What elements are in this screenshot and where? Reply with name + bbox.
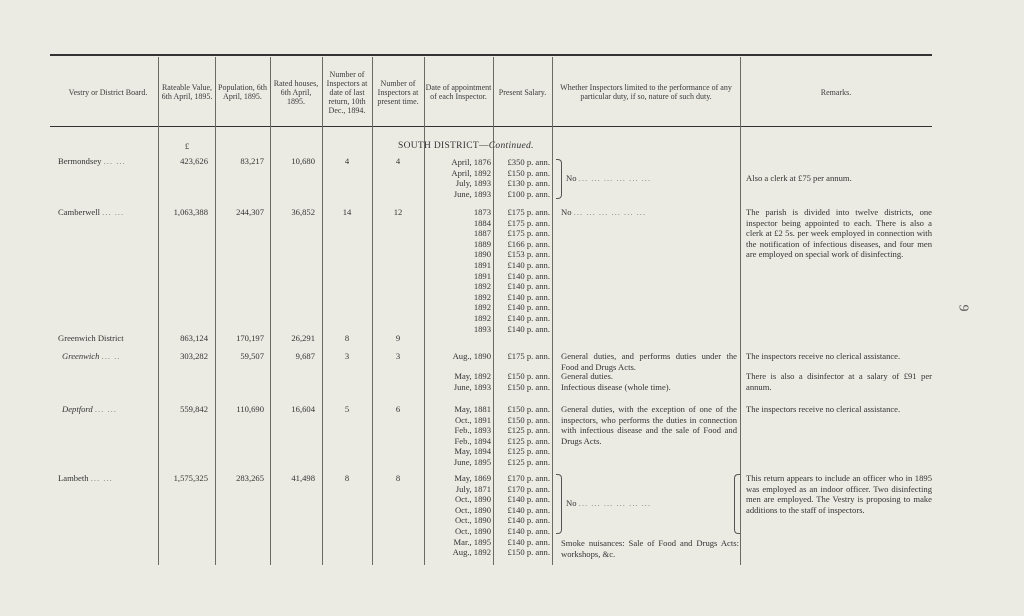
salary-value: £140 p. ann.	[507, 515, 550, 526]
appointment-date: Oct., 1891	[454, 414, 491, 425]
salary-value: £150 p. ann.	[507, 547, 550, 558]
appointment-date: 1892	[473, 313, 491, 323]
inspectors-return-value: 8	[344, 473, 350, 483]
appointment-date: May, 1894	[454, 446, 491, 457]
population-value: 83,217	[240, 156, 264, 166]
salary-value: £350 p. ann.	[507, 157, 550, 167]
inspectors-present-value: 6	[395, 404, 401, 414]
board-name: Deptford ... ...	[62, 404, 117, 414]
salary-value: £140 p. ann.	[507, 536, 550, 547]
appointment-date: Oct., 1890	[454, 504, 491, 515]
appointment-date: April, 1892	[451, 167, 491, 178]
limited-duty: General duties, and performs duties under the Food and Drugs Acts.	[561, 351, 737, 372]
rateable-value: 1,575,325	[173, 473, 208, 483]
header-inspectors-present: Number of Inspectors at present time.	[377, 78, 419, 106]
appointment-date: 1873	[473, 207, 491, 217]
inspectors-present-value: 12	[393, 207, 403, 217]
appointment-date: Oct., 1890	[454, 494, 491, 505]
salary-value: £175 p. ann.	[507, 207, 550, 217]
appointment-date: June, 1893	[453, 381, 491, 392]
remarks-text: The parish is divided into twelve districts, one inspector being appointed to each. There is also a clerk at £2 5s. per week employed in connection with the notification of infectious diseases, and four men are employed on special work of disinfecting.	[746, 207, 932, 260]
rateable-value: 303,282	[180, 351, 208, 361]
column-divider	[215, 57, 216, 565]
header-rule	[50, 126, 932, 127]
salary-value: £125 p. ann.	[507, 446, 550, 457]
salary-value: £140 p. ann.	[507, 323, 550, 334]
brace	[556, 474, 562, 534]
salary-value: £170 p. ann.	[507, 483, 550, 494]
header-population: Population, 6th April, 1895.	[218, 83, 267, 101]
remarks-text: The inspectors receive no clerical assistance.	[746, 351, 901, 361]
column-divider	[552, 57, 553, 565]
top-rule	[50, 54, 932, 56]
appointment-date: Oct., 1890	[454, 526, 491, 536]
rateable-value: 1,063,388	[173, 207, 208, 217]
salary-value: £140 p. ann.	[507, 494, 550, 505]
appointment-date: 1892	[473, 281, 491, 292]
appointment-date: 1893	[473, 323, 491, 334]
salary-value: £140 p. ann.	[507, 291, 550, 302]
limited-duty: General duties.	[561, 371, 614, 381]
appointment-date: 1891	[473, 260, 491, 270]
appointment-date: Aug., 1892	[452, 547, 491, 558]
inspectors-present-value: 3	[395, 351, 401, 361]
appointment-date: 1889	[473, 238, 491, 249]
board-name: Greenwich District	[58, 333, 124, 343]
inspectors-return-value: 14	[342, 207, 352, 217]
salary-value: £140 p. ann.	[507, 504, 550, 515]
appointment-date: 1892	[473, 291, 491, 302]
rateable-value: 559,842	[180, 404, 208, 414]
population-value: 283,265	[236, 473, 264, 483]
salary-value: £150 p. ann.	[507, 381, 550, 392]
salary-value: £150 p. ann.	[507, 371, 550, 381]
appointment-date: 1892	[473, 302, 491, 313]
appointment-date: Feb., 1893	[454, 425, 491, 436]
salary-value: £175 p. ann.	[507, 228, 550, 239]
column-divider	[740, 57, 741, 565]
appointment-date: July, 1871	[455, 483, 491, 494]
appointment-date: May, 1892	[454, 371, 491, 381]
appointment-date: Feb., 1894	[454, 435, 491, 446]
brace	[556, 159, 562, 199]
salary-value: £140 p. ann.	[507, 526, 550, 536]
brace	[734, 474, 740, 534]
limited-duty: Smoke nuisances: Sale of Food and Drugs Acts: workshops, &c.	[561, 538, 739, 559]
header-houses: Rated houses, 6th April, 1895.	[273, 78, 319, 106]
houses-value: 9,687	[295, 351, 315, 361]
appointment-date: July, 1893	[455, 178, 491, 189]
header-rateable: Rateable Value, 6th April, 1895.	[161, 83, 213, 101]
inspectors-present-value: 9	[395, 333, 401, 343]
column-divider	[270, 57, 271, 565]
limited-duty: No ... ... ... ... ... ...	[561, 207, 647, 217]
salary-value: £175 p. ann.	[507, 217, 550, 228]
rateable-value: 863,124	[180, 333, 208, 343]
salary-value: £130 p. ann.	[507, 178, 550, 189]
section-title: SOUTH DISTRICT—Continued.	[398, 141, 534, 151]
limited-duty: General duties, with the exception of one of the inspectors, who performs the duties in connection with infectious disease and the sale of Food and Drugs Acts.	[561, 404, 737, 446]
appointment-date: 1887	[473, 228, 491, 239]
inspectors-return-value: 3	[344, 351, 350, 361]
salary-value: £166 p. ann.	[507, 238, 550, 249]
appointment-date: April, 1876	[451, 157, 491, 167]
salary-value: £140 p. ann.	[507, 313, 550, 323]
houses-value: 41,498	[291, 473, 315, 483]
population-value: 110,690	[236, 404, 264, 414]
appointment-date: May, 1881	[454, 404, 491, 414]
salary-value: £125 p. ann.	[507, 425, 550, 436]
salary-value: £153 p. ann.	[507, 249, 550, 260]
salary-value: £140 p. ann.	[507, 270, 550, 281]
appointment-date: Mar., 1895	[453, 536, 491, 547]
appointment-date: 1884	[473, 217, 491, 228]
houses-value: 16,604	[291, 404, 315, 414]
rateable-value: 423,626	[180, 156, 208, 166]
salary-value: £140 p. ann.	[507, 302, 550, 313]
board-name: Greenwich ... ..	[62, 351, 121, 361]
salary-value: £140 p. ann.	[507, 260, 550, 270]
salary-value: £125 p. ann.	[507, 457, 550, 467]
board-name: Lambeth ... ...	[58, 473, 113, 483]
salary-value: £150 p. ann.	[507, 167, 550, 178]
limited-duty: No ... ... ... ... ... ...	[566, 173, 652, 183]
appointment-date: June, 1895	[453, 457, 491, 467]
inspectors-present-value: 4	[395, 156, 401, 166]
remarks-text: The inspectors receive no clerical assistance.	[746, 404, 901, 414]
population-value: 170,197	[236, 333, 264, 343]
salary-value: £125 p. ann.	[507, 435, 550, 446]
board-name: Bermondsey ... ...	[58, 156, 126, 166]
limited-duty: Infectious disease (whole time).	[561, 381, 671, 392]
header-board: Vestry or District Board.	[68, 87, 148, 97]
houses-value: 36,852	[291, 207, 315, 217]
column-divider	[158, 57, 159, 565]
header-salary: Present Salary.	[498, 87, 547, 97]
appointment-date: May, 1869	[454, 473, 491, 483]
salary-value: £140 p. ann.	[507, 281, 550, 292]
remarks-text: This return appears to include an officer who in 1895 was employed as an indoor officer. Two disinfecting men are employed. The Vestry is proposing to make additions to the staff of inspectors.	[746, 473, 932, 515]
column-divider	[372, 57, 373, 565]
inspectors-return-value: 8	[344, 333, 350, 343]
board-name: Camberwell ... ...	[58, 207, 125, 217]
header-remarks: Remarks.	[820, 87, 852, 97]
remarks-text: Also a clerk at £75 per annum.	[746, 173, 852, 183]
column-divider	[322, 57, 323, 565]
appointment-date: Aug., 1890	[452, 351, 491, 361]
houses-value: 10,680	[291, 156, 315, 166]
header-inspectors-return: Number of Inspectors at date of last return, 10th Dec., 1894.	[326, 69, 368, 115]
salary-value: £175 p. ann.	[507, 351, 550, 361]
salary-value: £100 p. ann.	[507, 188, 550, 199]
limited-duty: No ... ... ... ... ... ...	[566, 498, 652, 508]
salary-value: £170 p. ann.	[507, 473, 550, 483]
appointment-date: June, 1893	[453, 188, 491, 199]
remarks-text: There is also a disinfector at a salary of £91 per annum.	[746, 371, 932, 392]
inspectors-return-value: 4	[344, 156, 350, 166]
header-limited: Whether Inspectors limited to the performance of any particular duty, if so, nature of such duty.	[560, 83, 732, 101]
houses-value: 26,291	[291, 333, 315, 343]
page-number: 9	[955, 304, 971, 312]
appointment-date: 1891	[473, 270, 491, 281]
appointment-date: 1890	[473, 249, 491, 260]
appointment-date: Oct., 1890	[454, 515, 491, 526]
population-value: 59,507	[240, 351, 264, 361]
inspectors-return-value: 5	[344, 404, 350, 414]
population-value: 244,307	[236, 207, 264, 217]
salary-value: £150 p. ann.	[507, 404, 550, 414]
header-appointment: Date of appointment of each Inspector.	[425, 83, 492, 101]
currency-mark: £	[184, 141, 190, 151]
inspectors-present-value: 8	[395, 473, 401, 483]
salary-value: £150 p. ann.	[507, 414, 550, 425]
